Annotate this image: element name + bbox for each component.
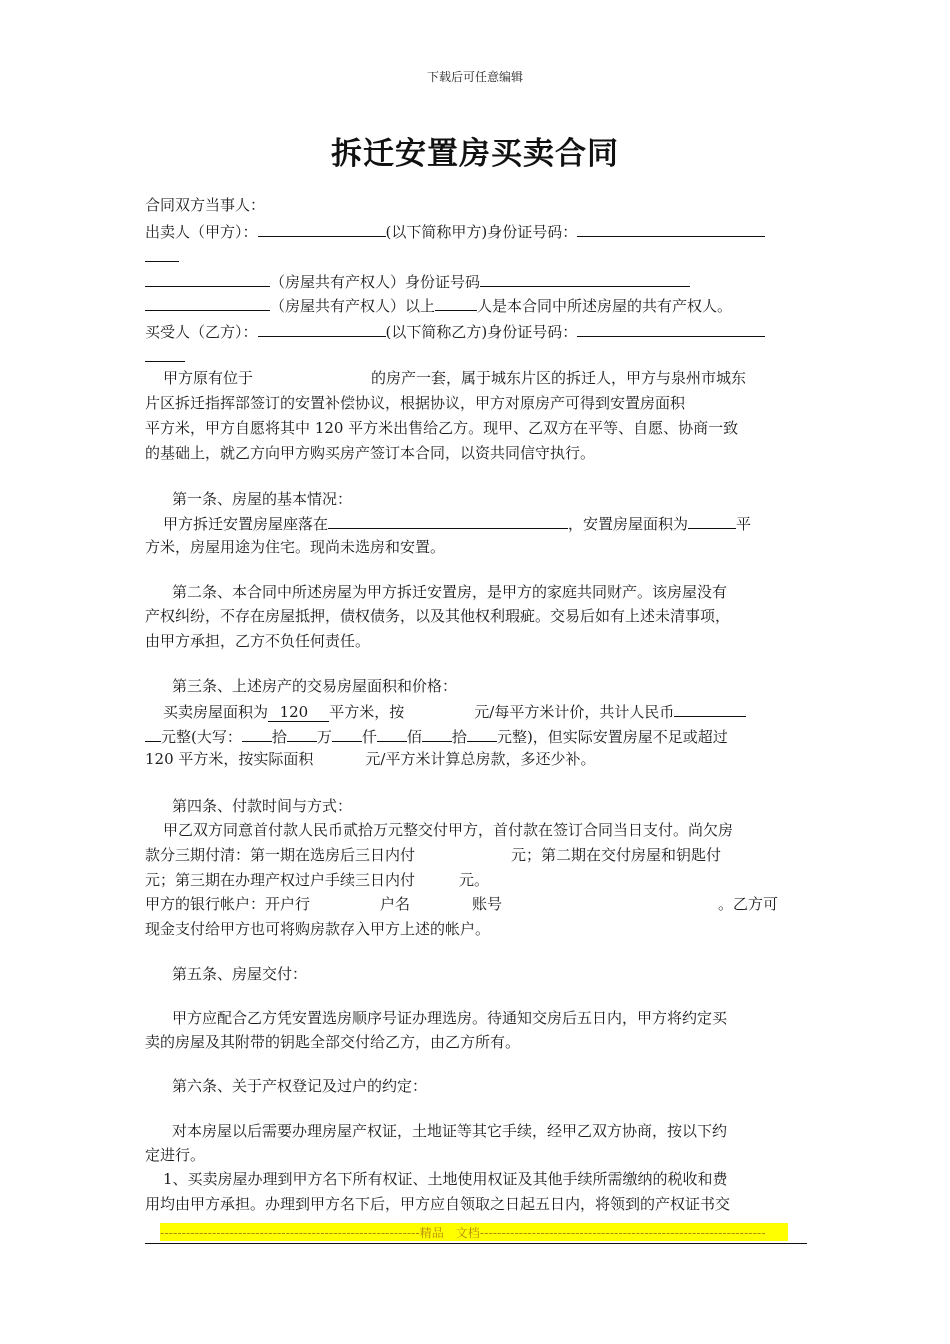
article-1-title: 第一条、房屋的基本情况：	[172, 490, 353, 508]
article-6-line-2: 定进行。	[145, 1146, 206, 1164]
parties-intro: 合同双方当事人：	[145, 196, 266, 214]
intro-line-3: 平方米，甲方自愿将其中 120 平方米出售给乙方。现甲、乙双方在平等、自愿、协商一致	[145, 419, 739, 437]
article-5-line-2: 卖的房屋及其附带的钥匙全部交付给乙方，由乙方所有。	[145, 1033, 521, 1051]
article-3-title: 第三条、上述房产的交易房屋面积和价格：	[172, 677, 458, 695]
article-5-line-1: 甲方应配合乙方凭安置选房顺序号证办理选房。待通知交房后五日内，甲方将约定买	[172, 1009, 728, 1027]
article-4-line-4: 甲方的银行帐户：开户行 户名 账号 。乙方可	[145, 895, 779, 913]
article-6-line-4: 用均由甲方承担。办理到甲方名下后，甲方应自领取之日起五日内，将领到的产权证书交	[145, 1195, 731, 1213]
intro-line-1: 甲方原有位于 的房产一套，属于城东片区的拆迁人，甲方与泉州市城东	[163, 369, 747, 387]
page-title: 拆迁安置房买卖合同	[331, 136, 619, 172]
article-3-line-2: 元整(大写： 拾 万 仟 佰 拾 元整)，但实际安置房屋不足或超过	[145, 725, 728, 747]
article-4-line-5: 现金支付给甲方也可将购房款存入甲方上述的帐户。	[145, 920, 491, 938]
intro-line-4: 的基础上，就乙方向甲方购买房产签订本合同，以资共同信守执行。	[145, 444, 596, 462]
header-note: 下载后可任意编辑	[426, 70, 523, 84]
article-3-line-3: 120 平方米，按实际面积 元/平方米计算总房款，多还少补。	[145, 750, 596, 768]
footer-rule	[145, 1243, 807, 1244]
article-1-line-1: 甲方拆迁安置房屋座落在 ，安置房屋面积为 平	[163, 512, 751, 534]
article-2-line-1: 第二条、本合同中所述房屋为甲方拆迁安置房，是甲方的家庭共同财产。该房屋没有	[172, 583, 728, 601]
buyer-line: 买受人（乙方）： (以下简称乙方)身份证号码：	[145, 320, 765, 342]
article-2-line-2: 产权纠纷，不存在房屋抵押，债权债务，以及其他权利瑕疵。交易后如有上述未清事项，	[145, 607, 731, 625]
coowner-line-1: （房屋共有产权人）身份证号码	[145, 270, 690, 292]
footer-text: ------------------------------------------------------------精品 文档------------------------------------------------------------------	[160, 1226, 766, 1240]
article-2-line-3: 由甲方承担，乙方不负任何责任。	[145, 632, 371, 650]
article-6-line-1: 对本房屋以后需要办理房屋产权证，土地证等其它手续，经甲乙双方协商，按以下约	[172, 1122, 728, 1140]
article-6-line-3: 1、买卖房屋办理到甲方名下所有权证、土地使用权证及其他手续所需缴纳的税收和费	[163, 1170, 728, 1188]
article-3-line-1: 买卖房屋面积为 120 平方米，按 元/每平方米计价，共计人民币	[163, 700, 746, 722]
article-1-line-2: 方米，房屋用途为住宅。现尚未选房和安置。	[145, 538, 446, 556]
buyer-line-cont	[145, 345, 185, 367]
article-5-title: 第五条、房屋交付：	[172, 965, 308, 983]
article-4-title: 第四条、付款时间与方式：	[172, 797, 353, 815]
article-4-line-3: 元；第三期在办理产权过户手续三日内付 元。	[145, 871, 490, 889]
article-6-title: 第六条、关于产权登记及过户的约定：	[172, 1077, 428, 1095]
article-4-line-2: 款分三期付清：第一期在选房后三日内付 元；第二期在交付房屋和钥匙付	[145, 846, 722, 864]
seller-line-cont	[145, 245, 179, 267]
seller-line: 出卖人（甲方）： (以下简称甲方)身份证号码：	[145, 220, 765, 242]
coowner-line-2: （房屋共有产权人）以上 人是本合同中所述房屋的共有产权人。	[145, 294, 732, 316]
intro-line-2: 片区拆迁指挥部签订的安置补偿协议，根据协议，甲方对原房产可得到安置房面积	[145, 394, 686, 412]
article-4-line-1: 甲乙双方同意首付款人民币贰拾万元整交付甲方，首付款在签订合同当日支付。尚欠房	[163, 821, 734, 839]
